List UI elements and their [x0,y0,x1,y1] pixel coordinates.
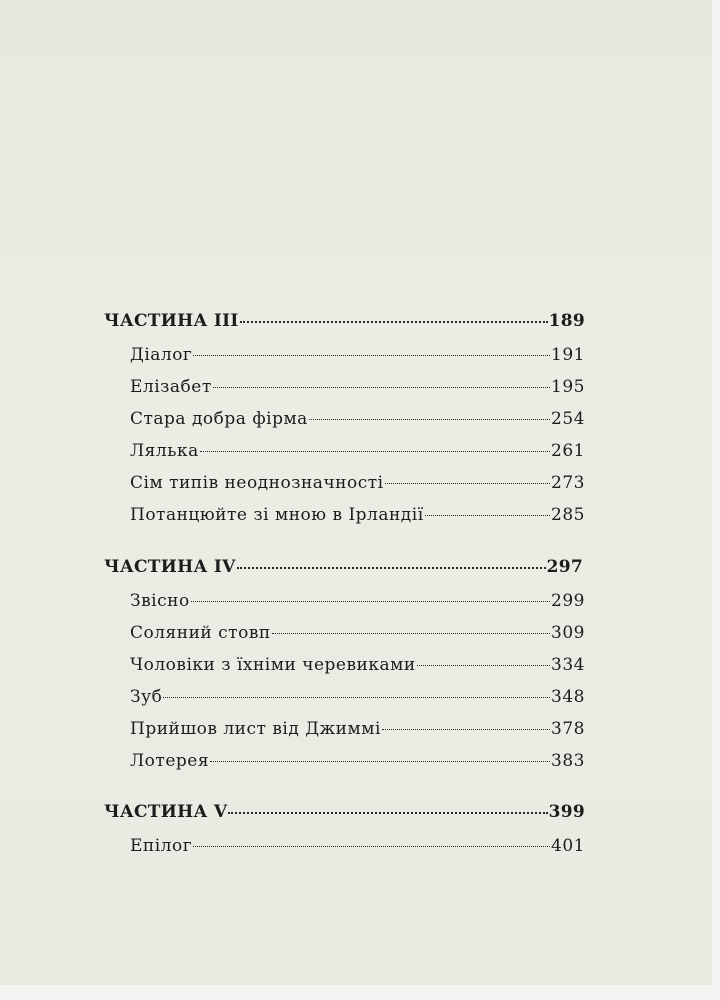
chapter-title: Лялька [130,441,199,461]
page-number: 309 [551,623,585,643]
page-number: 191 [551,345,585,365]
dot-leader [272,633,550,634]
chapter-title: Стара добра фірма [130,409,308,429]
toc-chapter [130,655,585,675]
dot-leader [385,483,550,484]
dot-leader [163,697,550,698]
toc-chapter [130,623,585,643]
toc-chapter [130,377,585,397]
page-number: 297 [546,557,583,577]
chapter-title: Звісно [130,591,190,611]
dot-leader [193,846,550,847]
toc-chapter [130,345,585,365]
chapter-title: Епілог [130,836,193,856]
toc-chapter [130,719,585,739]
page-number: 383 [551,751,585,771]
dot-leader [382,729,550,730]
toc-chapter [130,441,585,461]
dot-leader [193,355,550,356]
dot-leader [309,419,550,420]
dot-leader [210,761,550,762]
toc-part-4 [104,557,583,577]
page-number: 195 [551,377,585,397]
part-title: ЧАСТИНА IV [104,557,236,577]
dot-leader [417,665,550,666]
page-number: 334 [551,655,585,675]
toc-chapter [130,473,585,493]
toc-chapter [130,409,585,429]
page-number: 348 [551,687,585,707]
dot-leader [200,451,550,452]
part-title: ЧАСТИНА III [104,311,239,331]
chapter-title: Соляний стовп [130,623,271,643]
toc-chapter [130,505,585,525]
page-number: 378 [551,719,585,739]
page-number: 189 [548,311,585,331]
page-number: 285 [551,505,585,525]
toc-chapter [130,836,585,856]
chapter-title: Чоловіки з їхніми черевиками [130,655,416,675]
toc-chapter [130,687,585,707]
dot-leader [240,321,548,323]
chapter-title: Потанцюйте зі мною в Ірландії [130,505,424,525]
chapter-title: Зуб [130,687,163,707]
dot-leader [237,567,546,569]
page-number: 299 [551,591,585,611]
toc-part-3 [104,311,585,331]
page-number: 273 [551,473,585,493]
page-number: 254 [551,409,585,429]
chapter-title: Діалог [130,345,193,365]
page-number: 399 [548,802,585,822]
part-title: ЧАСТИНА V [104,802,228,822]
chapter-title: Сім типів неоднозначності [130,473,384,493]
toc-chapter [130,751,585,771]
chapter-title: Елізабет [130,377,212,397]
chapter-title: Лотерея [130,751,210,771]
dot-leader [425,515,550,516]
toc-part-5 [104,802,585,822]
dot-leader [191,601,550,602]
chapter-title: Прийшов лист від Джиммі [130,719,381,739]
page-number: 401 [551,836,585,856]
toc-chapter [130,591,585,611]
dot-leader [213,387,550,388]
dot-leader [228,812,547,814]
page-number: 261 [551,441,585,461]
